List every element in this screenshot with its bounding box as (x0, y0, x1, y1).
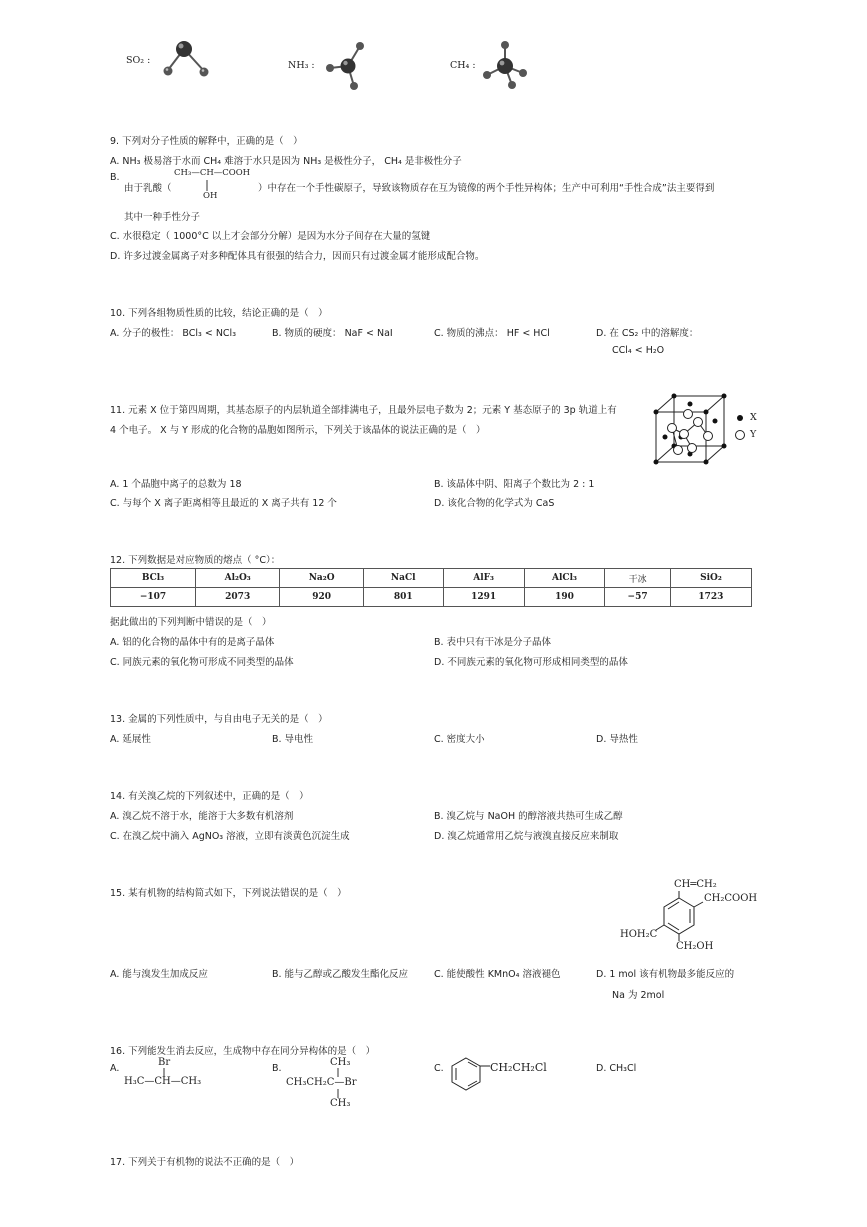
q9-lactic-acid-structure-top: CH₃—CH—COOH (174, 168, 251, 178)
nh3-label: NH₃ : (288, 60, 315, 71)
table-header-cell: AlF₃ (443, 569, 524, 588)
q11-option-c[interactable]: C. 与每个 X 离子距离相等且最近的 X 离子共有 12 个 (110, 498, 337, 509)
q14-option-b[interactable]: B. 溴乙烷与 NaOH 的醇溶液共热可生成乙醇 (434, 811, 623, 822)
q15-structure-right: CH₂COOH (704, 893, 758, 904)
crystal-cell-diagram (648, 392, 728, 468)
table-cell: 2073 (195, 588, 279, 607)
q15-structure-left: HOH₂C (620, 929, 658, 940)
q16-option-b-bottom: CH₃ (330, 1098, 351, 1109)
q15-benzene-ring-icon (654, 890, 704, 944)
table-header-cell: BCl₃ (111, 569, 196, 588)
q16-option-a-label[interactable]: A. (110, 1063, 120, 1074)
q9-option-a[interactable]: A. NH₃ 极易溶于水而 CH₄ 难溶于水只是因为 NH₃ 是极性分子， CH₄ 是非极性分子 (110, 156, 462, 167)
q15-option-d-line2: Na 为 2mol (612, 990, 665, 1001)
q14-option-a[interactable]: A. 溴乙烷不溶于水，能溶于大多数有机溶剂 (110, 811, 294, 822)
table-cell: 1291 (443, 588, 524, 607)
q15-option-a[interactable]: A. 能与溴发生加成反应 (110, 969, 208, 980)
q16-option-d[interactable]: D. CH₃Cl (596, 1063, 637, 1074)
q13-option-c[interactable]: C. 密度大小 (434, 734, 485, 745)
legend-x-label: X (750, 412, 757, 423)
q14-option-d[interactable]: D. 溴乙烷通常用乙烷与液溴直接反应来制取 (434, 831, 619, 842)
q12-option-c[interactable]: C. 同族元素的氧化物可形成不同类型的晶体 (110, 657, 294, 668)
q12-follow-up: 据此做出的下列判断中错误的是（ ） (110, 617, 272, 628)
table-row (111, 588, 752, 607)
ch4-label: CH₄ : (450, 60, 476, 71)
table-cell: 920 (280, 588, 363, 607)
q10-option-d-line2: CCl₄ < H₂O (612, 345, 665, 356)
q10-option-c[interactable]: C. 物质的沸点： HF < HCl (434, 328, 550, 339)
table-header-row (111, 569, 752, 588)
q9-lactic-acid-structure-bottom: OH (203, 191, 218, 201)
table-cell: −107 (111, 588, 196, 607)
legend-y-circle-icon (734, 429, 746, 441)
q12-stem: 12. 下列数据是对应物质的熔点（ °C）： (110, 555, 281, 566)
q16-option-b-structure: CH₃CH₂C—Br (286, 1077, 357, 1088)
table-cell: 801 (363, 588, 443, 607)
q11-stem-line1: 11. 元素 X 位于第四周期，其基态原子的内层轨道全部排满电子，且最外层电子数为 2；元素 Y 基态原子的 3p 轨道上有 (110, 405, 617, 416)
q10-option-d[interactable]: D. 在 CS₂ 中的溶解度： (596, 328, 699, 339)
q16-option-c-structure: CH₂CH₂Cl (490, 1061, 547, 1074)
q10-option-a[interactable]: A. 分子的极性： BCl₃ < NCl₃ (110, 328, 237, 339)
q11-option-d[interactable]: D. 该化合物的化学式为 CaS (434, 498, 555, 509)
legend-y-label: Y (750, 429, 757, 440)
q9-option-d[interactable]: D. 许多过渡金属离子对多种配体具有很强的结合力，因而只有过渡金属才能形成配合物。 (110, 251, 485, 262)
q15-option-d[interactable]: D. 1 mol 该有机物最多能反应的 (596, 969, 735, 980)
q16-option-c-benzene-ring-icon (448, 1054, 492, 1094)
q15-option-c[interactable]: C. 能使酸性 KMnO₄ 溶液褪色 (434, 969, 561, 980)
q15-stem: 15. 某有机物的结构简式如下，下列说法错误的是（ ） (110, 888, 347, 899)
legend-x-dot-icon (736, 414, 744, 422)
q16-stem: 16. 下列能发生消去反应，生成物中存在同分异构体的是（ ） (110, 1046, 376, 1057)
q12-option-d[interactable]: D. 不同族元素的氧化物可形成相同类型的晶体 (434, 657, 628, 668)
melting-point-table (110, 568, 752, 607)
q10-option-b[interactable]: B. 物质的硬度： NaF < NaI (272, 328, 393, 339)
so2-ball-stick-model-icon (160, 38, 220, 82)
nh3-ball-stick-model-icon (322, 40, 372, 92)
q14-stem: 14. 有关溴乙烷的下列叙述中，正确的是（ ） (110, 791, 309, 802)
q13-option-d[interactable]: D. 导热性 (596, 734, 638, 745)
q9-option-b-text1: 由于乳酸（ (124, 183, 172, 194)
q11-option-b[interactable]: B. 该晶体中阴、阳离子个数比为 2 : 1 (434, 479, 595, 490)
q12-option-b[interactable]: B. 表中只有干冰是分子晶体 (434, 637, 552, 648)
q11-option-a[interactable]: A. 1 个晶胞中离子的总数为 18 (110, 479, 242, 490)
table-header-cell: NaCl (363, 569, 443, 588)
q17-stem: 17. 下列关于有机物的说法不正确的是（ ） (110, 1157, 300, 1168)
table-header-cell: 干冰 (605, 569, 671, 588)
table-cell: 190 (524, 588, 605, 607)
q16-option-c-label[interactable]: C. (434, 1063, 444, 1074)
table-header-cell: Na₂O (280, 569, 363, 588)
table-cell: 1723 (670, 588, 751, 607)
q10-stem: 10. 下列各组物质性质的比较，结论正确的是（ ） (110, 308, 328, 319)
q15-structure-top: CH═CH₂ (674, 879, 717, 890)
table-header-cell: SiO₂ (670, 569, 751, 588)
q9-option-c[interactable]: C. 水很稳定（ 1000°C 以上才会部分分解）是因为水分子间存在大量的氢键 (110, 231, 431, 242)
q12-option-a[interactable]: A. 铝的化合物的晶体中有的是离子晶体 (110, 637, 275, 648)
q9-option-b-prefix[interactable]: B. (110, 172, 120, 183)
q16-option-a-br: Br (158, 1057, 171, 1068)
q15-structure-bottom: CH₂OH (676, 941, 714, 952)
q9-option-b-text3: 其中一种手性分子 (124, 212, 201, 223)
q14-option-c[interactable]: C. 在溴乙烷中滴入 AgNO₃ 溶液，立即有淡黄色沉淀生成 (110, 831, 350, 842)
q15-option-b[interactable]: B. 能与乙醇或乙酸发生酯化反应 (272, 969, 409, 980)
q13-option-a[interactable]: A. 延展性 (110, 734, 151, 745)
q13-option-b[interactable]: B. 导电性 (272, 734, 314, 745)
q11-stem-line2: 4 个电子。 X 与 Y 形成的化合物的晶胞如图所示，下列关于该晶体的说法正确的是（ ） (110, 425, 486, 436)
q9-option-b-text2: ）中存在一个手性碳原子，导致该物质存在互为镜像的两个手性异构体；生产中可利用“手性合成”法主要得到 (258, 183, 715, 194)
table-header-cell: AlCl₃ (524, 569, 605, 588)
ch4-ball-stick-model-icon (478, 40, 534, 92)
table-cell: −57 (605, 588, 671, 607)
so2-label: SO₂ : (126, 55, 151, 66)
table-header-cell: Al₂O₃ (195, 569, 279, 588)
q16-option-b-top: CH₃ (330, 1057, 351, 1068)
q16-option-a-structure: H₃C—CH—CH₃ (124, 1076, 202, 1087)
q13-stem: 13. 金属的下列性质中，与自由电子无关的是（ ） (110, 714, 328, 725)
q9-stem: 9. 下列对分子性质的解释中，正确的是（ ） (110, 136, 303, 147)
q16-option-b-label[interactable]: B. (272, 1063, 282, 1074)
